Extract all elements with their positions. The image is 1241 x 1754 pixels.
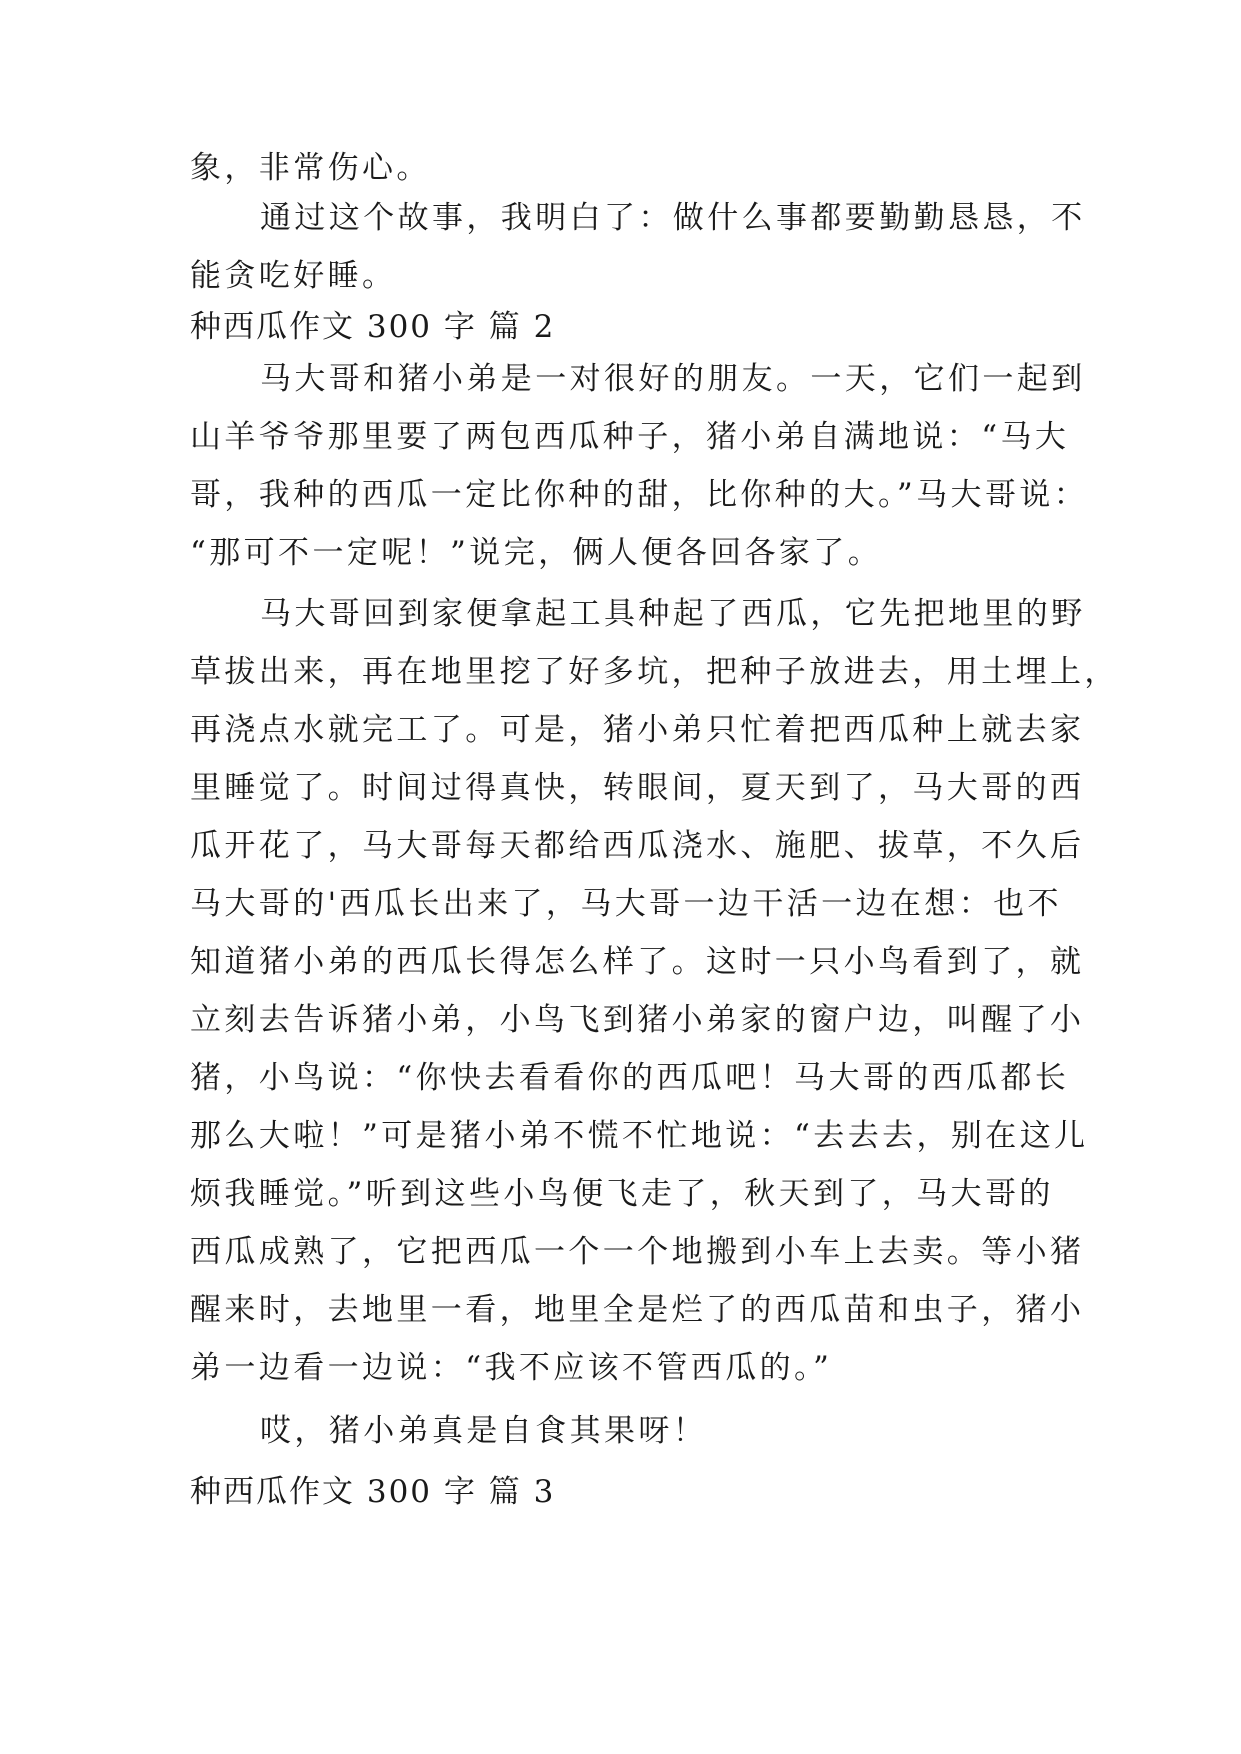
text-line: 醒来时，去地里一看，地里全是烂了的西瓜苗和虫子，猪小 <box>190 1292 1085 1328</box>
text-line: 烦我睡觉。”听到这些小鸟便飞走了，秋天到了，马大哥的 <box>190 1176 1054 1212</box>
text-line: 马大哥的'西瓜长出来了，马大哥一边干活一边在想：也不 <box>190 886 1062 922</box>
text-line: 哥，我种的西瓜一定比你种的甜，比你种的大。”马大哥说： <box>190 477 1089 513</box>
text-line: 立刻去告诉猪小弟，小鸟飞到猪小弟家的窗户边，叫醒了小 <box>190 1002 1085 1038</box>
text-line: 马大哥回到家便拿起工具种起了西瓜，它先把地里的野 <box>260 596 1086 632</box>
text-line: 再浇点水就完工了。可是，猪小弟只忙着把西瓜种上就去家 <box>190 712 1085 748</box>
text-line: 里睡觉了。时间过得真快，转眼间，夏天到了，马大哥的西 <box>190 770 1085 806</box>
text-line: 弟一边看一边说：“我不应该不管西瓜的。” <box>190 1350 833 1386</box>
paragraph-closing <box>190 1402 1080 1460</box>
text-line: 猪，小鸟说：“你快去看看你的西瓜吧！马大哥的西瓜都长 <box>190 1060 1070 1096</box>
text-line: 通过这个故事，我明白了：做什么事都要勤勤恳恳，不 <box>260 200 1086 236</box>
text-line: 草拔出来，再在地里挖了好多坑，把种子放进去，用土埋上， <box>190 654 1119 690</box>
heading-text: 种西瓜作文 300 字 篇 3 <box>190 1474 556 1510</box>
section-heading <box>190 298 1080 356</box>
text-line: 能贪吃好睡。 <box>190 258 397 294</box>
text-line: 那么大啦！”可是猪小弟不慌不忙地说：“去去去，别在这儿 <box>190 1118 1089 1154</box>
paragraph-intro <box>190 350 1089 582</box>
text-line: 象，非常伤心。 <box>190 150 431 186</box>
text-line: “那可不一定呢！”说完，俩人便各回各家了。 <box>190 535 883 571</box>
text-line: 知道猪小弟的西瓜长得怎么样了。这时一只小鸟看到了，就 <box>190 944 1085 980</box>
heading-text: 种西瓜作文 300 字 篇 2 <box>190 309 556 345</box>
text-line: 瓜开花了，马大哥每天都给西瓜浇水、施肥、拔草，不久后 <box>190 828 1085 864</box>
text-line: 马大哥和猪小弟是一对很好的朋友。一天，它们一起到 <box>260 361 1086 397</box>
text-line: 哎，猪小弟真是自食其果呀！ <box>260 1413 708 1449</box>
paragraph-story <box>190 585 1119 1397</box>
paragraph-moral <box>190 189 1086 305</box>
text-line: 西瓜成熟了，它把西瓜一个一个地搬到小车上去卖。等小猪 <box>190 1234 1085 1270</box>
text-line: 山羊爷爷那里要了两包西瓜种子，猪小弟自满地说：“马大 <box>190 419 1070 455</box>
section-heading <box>190 1463 1080 1521</box>
